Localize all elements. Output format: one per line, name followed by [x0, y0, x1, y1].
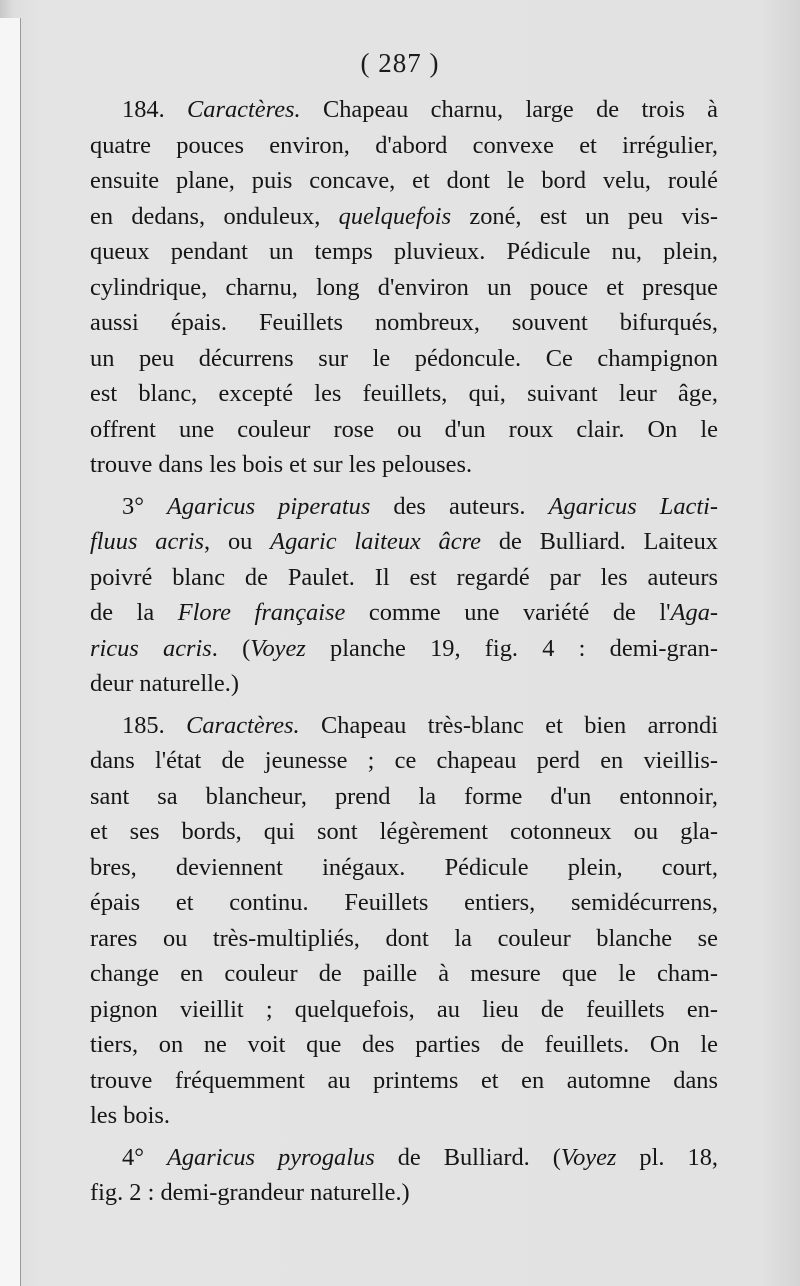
text-run: de la [90, 599, 178, 626]
text-line [90, 305, 718, 341]
italic-text: Agaric laiteux âcre [270, 528, 481, 555]
italic-text: fluus acris [90, 528, 205, 555]
text-run: et ses bords, qui sont légèrement cotonneux ou gla- [90, 818, 718, 845]
text-line [90, 524, 718, 560]
text-run: Chapeau charnu, large de trois à [300, 96, 718, 123]
italic-text: Agaricus pyrogalus [166, 1143, 375, 1171]
text-line [90, 814, 718, 850]
text-line [90, 1027, 718, 1063]
text-line [90, 666, 718, 702]
text-line [90, 1098, 718, 1134]
text-line [90, 1063, 718, 1099]
text-line [90, 595, 718, 631]
text-line [90, 128, 718, 164]
text-line [90, 956, 718, 992]
italic-text: Caractères. [186, 711, 300, 739]
text-run: queux pendant un temps pluvieux. Pédicule nu, plein, [90, 238, 718, 265]
text-run: 184. [122, 96, 188, 123]
text-run: est blanc, excepté les feuillets, qui, suivant leur âge, [90, 380, 718, 407]
text-run: de Bulliard. Laiteux [481, 528, 718, 555]
text-line [90, 885, 718, 921]
text-line [90, 341, 718, 377]
italic-text: Agaricus Lacti- [548, 492, 718, 520]
text-run: deur naturelle.) [90, 670, 239, 697]
paragraph [90, 92, 718, 483]
text-run: 3° [122, 492, 168, 520]
text-line [90, 163, 718, 199]
italic-text: ricus acris [90, 634, 212, 662]
text-line [90, 779, 718, 815]
italic-text: Voyez [250, 634, 306, 662]
text-run: change en couleur de paille à mesure que le cham- [90, 960, 718, 987]
text-run: sant sa blancheur, prend la forme d'un entonnoir, [90, 782, 718, 810]
text-run: pignon vieillit ; quelquefois, au lieu de feuillets en- [90, 995, 718, 1023]
text-run: trouve dans les bois et sur les pelouses. [90, 451, 473, 478]
text-line [90, 1140, 718, 1176]
paragraph [90, 1140, 718, 1211]
text-run: quatre pouces environ, d'abord convexe et irrégulier, [90, 131, 718, 159]
text-run: tiers, on ne voit que des parties de feuillets. On le [90, 1031, 718, 1058]
text-run: planche 19, fig. 4 : demi-gran- [305, 634, 718, 662]
text-line [90, 376, 718, 412]
text-run: 4° [122, 1143, 167, 1171]
text-line [90, 270, 718, 306]
text-line [90, 412, 718, 448]
text-run: épais et continu. Feuillets entiers, semidécurrens, [90, 889, 718, 916]
text-run: pl. 18, [616, 1143, 718, 1171]
text-run: comme une variété de l' [345, 599, 671, 626]
text-line [90, 489, 718, 525]
text-run: Chapeau très-blanc et bien arrondi [299, 711, 718, 739]
text-line [90, 743, 718, 779]
text-line [90, 234, 718, 270]
text-run: 185. [122, 711, 187, 739]
page-body [90, 92, 718, 1211]
paragraph [90, 708, 718, 1134]
text-line [90, 560, 718, 596]
page-edge [0, 18, 21, 1286]
page-number: ( 287 ) [360, 48, 440, 78]
text-run: poivré blanc de Paulet. Il est regardé par les auteurs [90, 563, 718, 591]
text-line [90, 447, 718, 483]
text-run: fig. 2 : demi-grandeur naturelle.) [90, 1179, 410, 1206]
italic-text: Caractères. [187, 96, 301, 123]
text-run: dans l'état de jeunesse ; ce chapeau perd en vieillis- [90, 747, 718, 774]
text-line [90, 708, 718, 744]
text-run: de Bulliard. ( [374, 1143, 561, 1171]
text-run: ensuite plane, puis concave, et dont le bord velu, roulé [90, 167, 718, 194]
text-run: rares ou très-multipliés, dont la couleur blanche se [90, 924, 718, 952]
text-run: zoné, est un peu vis- [451, 202, 718, 230]
text-line [90, 199, 718, 235]
text-run: aussi épais. Feuillets nombreux, souvent bifurqués, [90, 309, 718, 336]
italic-text: quelquefois [338, 202, 452, 230]
italic-text: Agaricus piperatus [167, 492, 371, 520]
text-line [90, 921, 718, 957]
text-line [90, 850, 718, 886]
italic-text: Voyez [560, 1143, 617, 1171]
text-line [90, 631, 718, 667]
paragraph [90, 489, 718, 702]
italic-text: Flore française [177, 599, 346, 626]
text-run: . ( [211, 634, 251, 662]
text-run: trouve fréquemment au printems et en automne dans [90, 1066, 718, 1094]
text-line [90, 1175, 718, 1211]
text-line [90, 992, 718, 1028]
text-run: cylindrique, charnu, long d'environ un pouce et presque [90, 273, 718, 301]
text-run: bres, deviennent inégaux. Pédicule plein, court, [90, 853, 718, 881]
text-run: en dedans, onduleux, [90, 202, 339, 230]
text-run: les bois. [90, 1102, 170, 1129]
text-line [90, 92, 718, 128]
text-run: offrent une couleur rose ou d'un roux clair. On le [90, 415, 718, 443]
italic-text: Aga- [670, 599, 718, 626]
text-run: un peu décurrens sur le pédoncule. Ce champignon [90, 344, 718, 372]
text-run: des auteurs. [370, 492, 549, 520]
text-run: , ou [204, 528, 271, 555]
